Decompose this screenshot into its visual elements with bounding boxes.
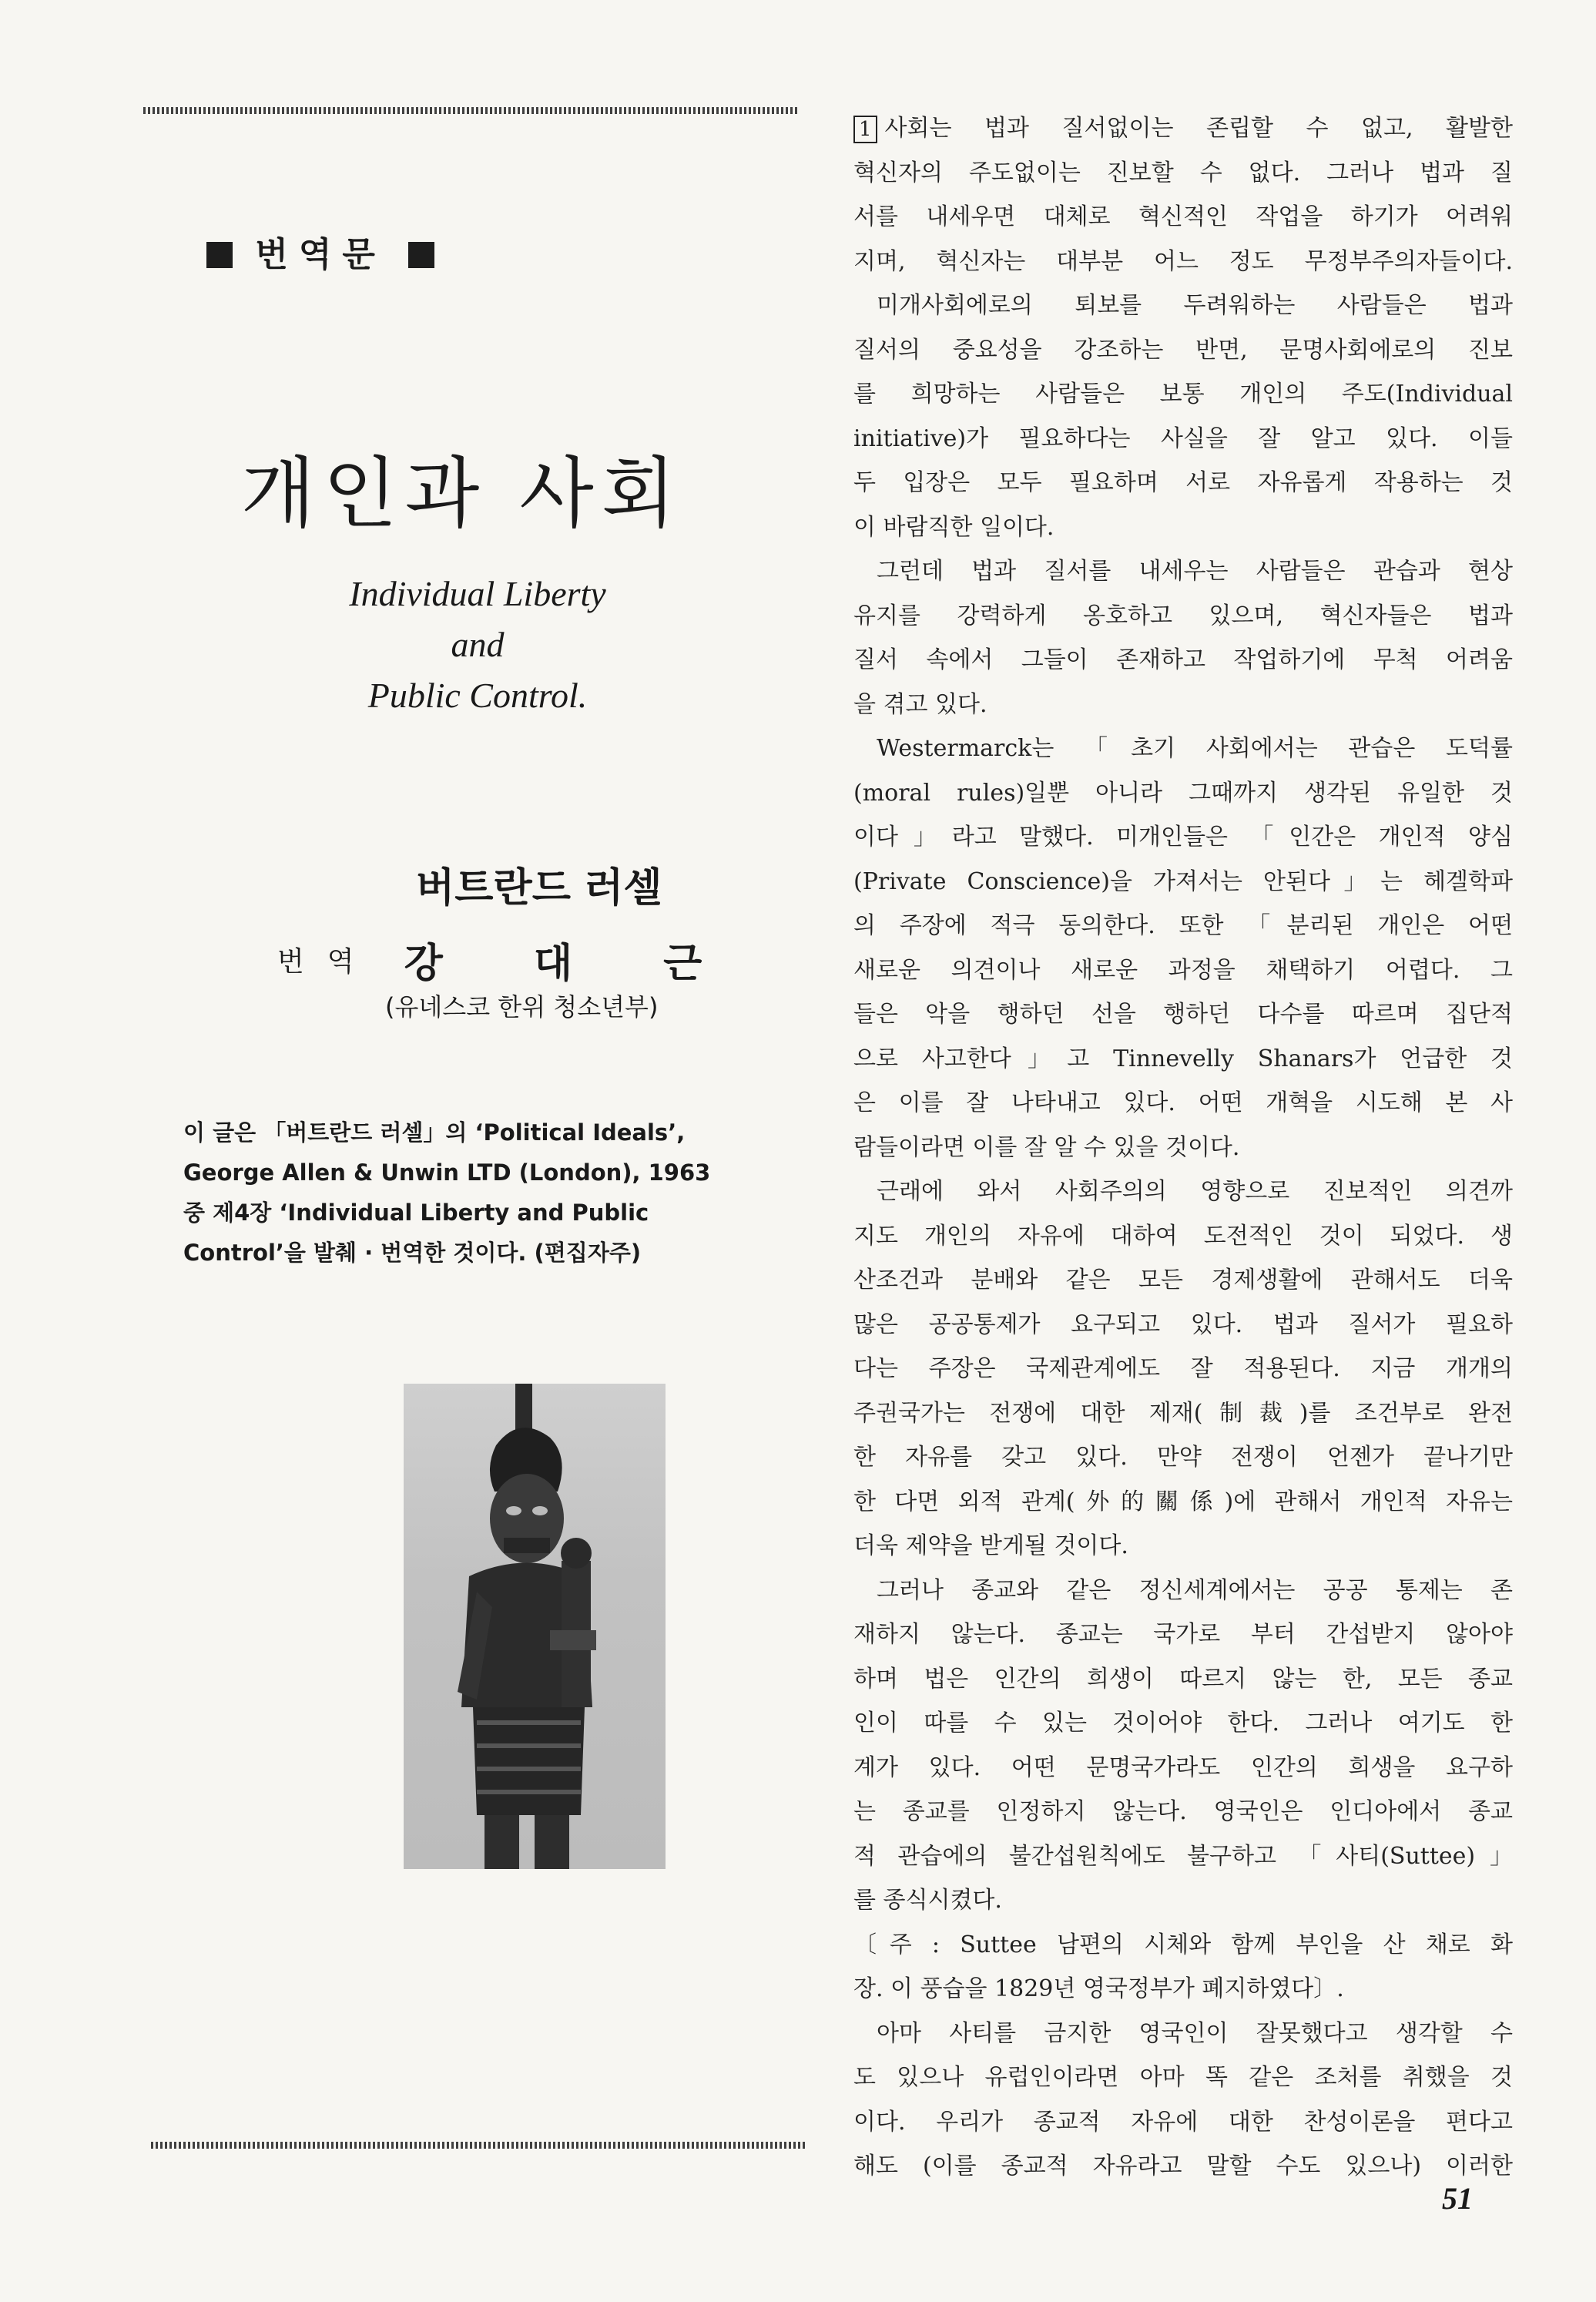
body-line: Westermarck는 「초기 사회에서는 관습은 도덕률 bbox=[877, 735, 1513, 762]
page-number: 51 bbox=[1442, 2181, 1473, 2216]
body-line: (Private Conscience)을 가져서는 안된다」는 헤겔학파 bbox=[853, 867, 1513, 895]
section-label bbox=[206, 227, 434, 276]
body-line: 미개사회에로의 퇴보를 두려워하는 사람들은 법과 bbox=[877, 292, 1513, 319]
body-line: 는 종교를 인정하지 않는다. 영국인은 인디아에서 종교 bbox=[853, 1798, 1513, 1825]
footnote-line: 장. 이 풍습을 1829년 영국정부가 폐지하였다〕. bbox=[853, 1975, 1344, 2002]
body-line: 으로 사고한다」고 Tinnevelly Shanars가 언급한 것 bbox=[853, 1045, 1513, 1072]
body-line: 지며, 혁신자는 대부분 어느 정도 무정부주의자들이다. bbox=[853, 247, 1513, 275]
body-line: 해도 (이를 종교적 자유라고 말할 수도 있으나) 이러한 bbox=[853, 2153, 1513, 2180]
body-line: initiative)가 필요하다는 사실을 잘 알고 있다. 이들 bbox=[853, 424, 1513, 452]
subtitle-line: Individual Liberty bbox=[349, 574, 606, 613]
body-line: 그러나 종교와 같은 정신세계에서는 공공 통제는 존 bbox=[877, 1576, 1513, 1604]
article-body bbox=[853, 106, 1513, 2189]
body-line: 들은 악을 행하던 선을 행하던 다수를 따르며 집단적 bbox=[853, 1001, 1513, 1028]
body-line: 산조건과 분배와 같은 모든 경제생활에 관해서도 더욱 bbox=[853, 1267, 1513, 1294]
label-square-left bbox=[206, 242, 233, 268]
body-line: 새로운 의견이나 새로운 과정을 채택하기 어렵다. 그 bbox=[853, 956, 1513, 984]
label-square-right bbox=[408, 242, 434, 268]
body-line: 도 있으나 유럽인이라면 아마 똑 같은 조처를 취했을 것 bbox=[853, 2064, 1513, 2091]
body-line: 질서 속에서 그들이 존재하고 작업하기에 무척 어려움 bbox=[853, 646, 1513, 673]
body-line: 이다. 우리가 종교적 자유에 대한 찬성이론을 편다고 bbox=[853, 2108, 1513, 2136]
footnote-line: 〔주 : Suttee 남편의 시체와 함께 부인을 산 채로 화 bbox=[853, 1931, 1513, 1958]
translator-affiliation: (유네스코 한위 청소년부) bbox=[385, 992, 659, 1022]
body-line: 의 주장에 적극 동의한다. 또한 「분리된 개인은 어떤 bbox=[853, 912, 1513, 939]
translator-line bbox=[277, 931, 793, 988]
body-line: 그런데 법과 질서를 내세우는 사람들은 관습과 현상 bbox=[877, 558, 1513, 585]
body-line: 한 자유를 갖고 있다. 만약 전쟁이 언젠가 끝나기만 bbox=[853, 1444, 1513, 1471]
body-line: 지도 개인의 자유에 대하여 도전적인 것이 되었다. 생 bbox=[853, 1222, 1513, 1250]
body-line: 를 종식시켰다. bbox=[853, 1887, 1002, 1914]
statue-illustration bbox=[404, 1384, 666, 1869]
translator-name: 강대근 bbox=[404, 941, 793, 987]
top-dotted-rule bbox=[143, 107, 800, 114]
body-line: 다는 주장은 국제관계에도 잘 적용된다. 지금 개개의 bbox=[853, 1355, 1513, 1382]
body-line: 많은 공공통제가 요구되고 있다. 법과 질서가 필요하 bbox=[853, 1310, 1513, 1338]
editor-note bbox=[183, 1112, 766, 1273]
note-line: 중 제4장 ‘Individual Liberty and Public bbox=[183, 1200, 649, 1226]
body-line bbox=[853, 106, 1513, 151]
body-line: 근래에 와서 사회주의의 영향으로 진보적인 의견까 bbox=[877, 1178, 1513, 1205]
bottom-dotted-rule bbox=[151, 2142, 807, 2149]
body-line: 이 바람직한 일이다. bbox=[853, 513, 1054, 541]
body-line: 재하지 않는다. 종교는 국가로 부터 간섭받지 않아야 bbox=[853, 1621, 1513, 1648]
body-line: 한 다면 외적 관계(外的關係)에 관해서 개인적 자유는 bbox=[853, 1488, 1513, 1515]
body-line: 아마 사티를 금지한 영국인이 잘못했다고 생각할 수 bbox=[877, 2019, 1513, 2047]
subtitle-line: and bbox=[451, 625, 505, 664]
body-line: 두 입장은 모두 필요하며 서로 자유롭게 작용하는 것 bbox=[853, 469, 1513, 496]
body-line: 을 겪고 있다. bbox=[853, 690, 987, 718]
section-label-text: 번역문 bbox=[255, 235, 386, 274]
body-line: 적 관습에의 불간섭원칙에도 불구하고 「사티(Suttee)」 bbox=[853, 1842, 1513, 1870]
body-line: 혁신자의 주도없이는 진보할 수 없다. 그러나 법과 질 bbox=[853, 159, 1513, 186]
body-line: 를 희망하는 사람들은 보통 개인의 주도(Individual bbox=[853, 381, 1513, 408]
body-line: (moral rules)일뿐 아니라 그때까지 생각된 유일한 것 bbox=[853, 779, 1513, 807]
note-line: George Allen & Unwin LTD (London), 1963 bbox=[183, 1159, 711, 1186]
statue-photo bbox=[404, 1384, 666, 1869]
body-line: 더욱 제약을 받게될 것이다. bbox=[853, 1532, 1128, 1559]
note-line: 이 글은 「버트란드 러셀」의 ‘Political Ideals’, bbox=[183, 1119, 686, 1146]
note-line: Control’을 발췌 · 번역한 것이다. (편집자주) bbox=[183, 1240, 642, 1266]
body-line: 질서의 중요성을 강조하는 반면, 문명사회에로의 진보 bbox=[853, 336, 1513, 364]
body-line: 인이 따를 수 있는 것이어야 한다. 그러나 여기도 한 bbox=[853, 1710, 1513, 1737]
body-line: 계가 있다. 어떤 문명국가라도 인간의 희생을 요구하 bbox=[853, 1753, 1513, 1781]
subtitle-line: Public Control. bbox=[367, 676, 588, 715]
section-number-box: 1 bbox=[853, 116, 877, 143]
body-line: 은 이를 잘 나타내고 있다. 어떤 개혁을 시도해 본 사 bbox=[853, 1089, 1513, 1116]
article-title: 개인과 사회 bbox=[240, 448, 684, 539]
article-subtitle bbox=[231, 569, 724, 721]
body-line: 유지를 강력하게 옹호하고 있으며, 혁신자들은 법과 bbox=[853, 602, 1513, 629]
body-line: 하며 법은 인간의 희생이 따르지 않는 한, 모든 종교 bbox=[853, 1665, 1513, 1693]
body-line: 서를 내세우면 대체로 혁신적인 작업을 하기가 어려워 bbox=[853, 203, 1513, 230]
body-line: 주권국가는 전쟁에 대한 제재(制裁)를 조건부로 완전 bbox=[853, 1399, 1513, 1427]
translator-role: 번역 bbox=[277, 946, 377, 978]
body-line: 람들이라면 이를 잘 알 수 있을 것이다. bbox=[853, 1133, 1240, 1161]
body-line: 이다」라고 말했다. 미개인들은 「인간은 개인적 양심 bbox=[853, 824, 1513, 851]
body-line-text: 사회는 법과 질서없이는 존립할 수 없고, 활발한 bbox=[884, 115, 1513, 142]
author-name: 버트란드 러셀 bbox=[416, 865, 662, 911]
